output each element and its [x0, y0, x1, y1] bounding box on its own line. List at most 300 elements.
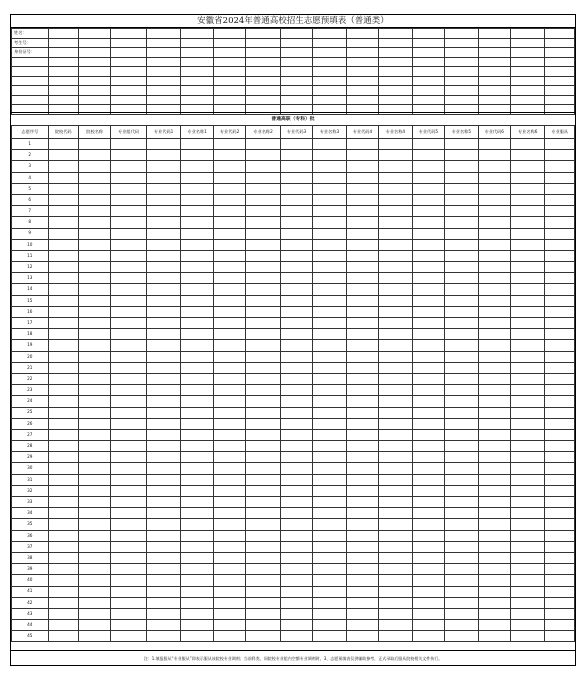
entry-cell[interactable] [346, 485, 378, 496]
entry-cell[interactable] [346, 608, 378, 619]
entry-cell[interactable] [78, 407, 110, 418]
entry-cell[interactable] [78, 239, 110, 250]
entry-cell[interactable] [445, 552, 478, 563]
entry-cell[interactable] [313, 597, 346, 608]
entry-cell[interactable] [379, 474, 412, 485]
entry-cell[interactable] [510, 552, 544, 563]
entry-cell[interactable] [111, 206, 147, 217]
entry-cell[interactable] [78, 586, 110, 597]
entry-cell[interactable] [313, 273, 346, 284]
entry-cell[interactable] [510, 564, 544, 575]
entry-cell[interactable] [412, 161, 444, 172]
entry-cell[interactable] [478, 362, 510, 373]
entry-cell[interactable] [478, 564, 510, 575]
info-cell[interactable] [510, 48, 544, 58]
entry-cell[interactable] [280, 441, 312, 452]
entry-cell[interactable] [313, 340, 346, 351]
entry-cell[interactable] [280, 407, 312, 418]
info-cell[interactable] [510, 76, 544, 86]
entry-cell[interactable] [412, 139, 444, 150]
entry-cell[interactable] [379, 139, 412, 150]
entry-cell[interactable] [445, 564, 478, 575]
entry-cell[interactable] [48, 586, 78, 597]
info-cell[interactable] [48, 95, 78, 105]
entry-cell[interactable] [445, 441, 478, 452]
info-cell[interactable] [146, 48, 180, 58]
entry-cell[interactable] [412, 508, 444, 519]
entry-cell[interactable] [545, 575, 575, 586]
entry-cell[interactable] [412, 385, 444, 396]
entry-cell[interactable] [510, 497, 544, 508]
info-cell[interactable] [412, 86, 444, 96]
entry-cell[interactable] [313, 586, 346, 597]
entry-cell[interactable] [146, 608, 180, 619]
entry-cell[interactable] [246, 295, 280, 306]
entry-cell[interactable] [78, 150, 110, 161]
entry-cell[interactable] [146, 631, 180, 642]
entry-cell[interactable] [246, 441, 280, 452]
entry-cell[interactable] [346, 429, 378, 440]
entry-cell[interactable] [111, 608, 147, 619]
entry-cell[interactable] [412, 340, 444, 351]
entry-cell[interactable] [146, 172, 180, 183]
info-cell[interactable] [78, 29, 110, 39]
entry-cell[interactable] [478, 385, 510, 396]
entry-cell[interactable] [48, 541, 78, 552]
entry-cell[interactable] [379, 485, 412, 496]
entry-cell[interactable] [146, 485, 180, 496]
entry-cell[interactable] [313, 552, 346, 563]
entry-cell[interactable] [181, 441, 213, 452]
entry-cell[interactable] [346, 284, 378, 295]
entry-cell[interactable] [213, 418, 245, 429]
entry-cell[interactable] [111, 385, 147, 396]
entry-cell[interactable] [412, 228, 444, 239]
entry-cell[interactable] [111, 474, 147, 485]
info-cell[interactable] [213, 95, 245, 105]
entry-cell[interactable] [146, 284, 180, 295]
entry-cell[interactable] [445, 418, 478, 429]
entry-cell[interactable] [280, 284, 312, 295]
entry-cell[interactable] [545, 340, 575, 351]
entry-cell[interactable] [346, 631, 378, 642]
entry-cell[interactable] [545, 552, 575, 563]
entry-cell[interactable] [78, 273, 110, 284]
entry-cell[interactable] [379, 452, 412, 463]
info-cell[interactable] [280, 29, 312, 39]
info-cell[interactable] [545, 38, 575, 48]
entry-cell[interactable] [379, 340, 412, 351]
entry-cell[interactable] [346, 541, 378, 552]
entry-cell[interactable] [48, 530, 78, 541]
entry-cell[interactable] [181, 161, 213, 172]
entry-cell[interactable] [545, 172, 575, 183]
entry-cell[interactable] [445, 329, 478, 340]
entry-cell[interactable] [510, 340, 544, 351]
entry-cell[interactable] [478, 586, 510, 597]
entry-cell[interactable] [445, 541, 478, 552]
entry-cell[interactable] [313, 396, 346, 407]
entry-cell[interactable] [78, 385, 110, 396]
entry-cell[interactable] [412, 262, 444, 273]
entry-cell[interactable] [78, 172, 110, 183]
entry-cell[interactable] [146, 463, 180, 474]
entry-cell[interactable] [346, 575, 378, 586]
entry-cell[interactable] [545, 194, 575, 205]
entry-cell[interactable] [379, 329, 412, 340]
entry-cell[interactable] [478, 485, 510, 496]
info-cell[interactable] [48, 48, 78, 58]
entry-cell[interactable] [246, 407, 280, 418]
info-cell[interactable] [445, 29, 478, 39]
entry-cell[interactable] [412, 295, 444, 306]
entry-cell[interactable] [346, 620, 378, 631]
entry-cell[interactable] [510, 597, 544, 608]
entry-cell[interactable] [48, 217, 78, 228]
info-cell[interactable] [346, 95, 378, 105]
entry-cell[interactable] [246, 318, 280, 329]
entry-cell[interactable] [478, 239, 510, 250]
entry-cell[interactable] [246, 463, 280, 474]
entry-cell[interactable] [146, 351, 180, 362]
entry-cell[interactable] [313, 429, 346, 440]
entry-cell[interactable] [246, 586, 280, 597]
entry-cell[interactable] [111, 183, 147, 194]
entry-cell[interactable] [246, 284, 280, 295]
entry-cell[interactable] [280, 194, 312, 205]
entry-cell[interactable] [478, 508, 510, 519]
entry-cell[interactable] [146, 340, 180, 351]
entry-cell[interactable] [313, 418, 346, 429]
entry-cell[interactable] [78, 373, 110, 384]
entry-cell[interactable] [510, 385, 544, 396]
entry-cell[interactable] [78, 329, 110, 340]
entry-cell[interactable] [280, 150, 312, 161]
entry-cell[interactable] [213, 273, 245, 284]
info-cell[interactable] [379, 57, 412, 67]
entry-cell[interactable] [510, 217, 544, 228]
info-cell[interactable] [246, 86, 280, 96]
entry-cell[interactable] [545, 463, 575, 474]
info-cell[interactable] [379, 95, 412, 105]
entry-cell[interactable] [280, 396, 312, 407]
info-cell[interactable] [213, 67, 245, 77]
entry-cell[interactable] [346, 172, 378, 183]
entry-cell[interactable] [379, 150, 412, 161]
entry-cell[interactable] [181, 519, 213, 530]
info-cell[interactable] [313, 57, 346, 67]
entry-cell[interactable] [181, 452, 213, 463]
entry-cell[interactable] [478, 206, 510, 217]
info-cell[interactable] [313, 38, 346, 48]
entry-cell[interactable] [48, 564, 78, 575]
info-cell[interactable] [412, 67, 444, 77]
entry-cell[interactable] [545, 541, 575, 552]
entry-cell[interactable] [412, 206, 444, 217]
entry-cell[interactable] [445, 172, 478, 183]
entry-cell[interactable] [313, 351, 346, 362]
entry-cell[interactable] [246, 608, 280, 619]
entry-cell[interactable] [445, 194, 478, 205]
entry-cell[interactable] [445, 284, 478, 295]
entry-cell[interactable] [78, 318, 110, 329]
entry-cell[interactable] [146, 262, 180, 273]
info-cell[interactable] [510, 29, 544, 39]
entry-cell[interactable] [78, 474, 110, 485]
entry-cell[interactable] [181, 329, 213, 340]
entry-cell[interactable] [478, 519, 510, 530]
entry-cell[interactable] [379, 508, 412, 519]
entry-cell[interactable] [510, 373, 544, 384]
info-cell[interactable] [12, 95, 49, 105]
entry-cell[interactable] [346, 519, 378, 530]
entry-cell[interactable] [111, 597, 147, 608]
entry-cell[interactable] [478, 463, 510, 474]
info-cell[interactable] [78, 48, 110, 58]
entry-cell[interactable] [346, 273, 378, 284]
info-cell[interactable] [545, 95, 575, 105]
info-cell[interactable] [478, 38, 510, 48]
entry-cell[interactable] [48, 418, 78, 429]
entry-cell[interactable] [246, 373, 280, 384]
entry-cell[interactable] [412, 306, 444, 317]
entry-cell[interactable] [313, 407, 346, 418]
entry-cell[interactable] [445, 497, 478, 508]
entry-cell[interactable] [48, 172, 78, 183]
entry-cell[interactable] [78, 396, 110, 407]
info-cell[interactable] [48, 29, 78, 39]
entry-cell[interactable] [280, 541, 312, 552]
entry-cell[interactable] [78, 485, 110, 496]
entry-cell[interactable] [280, 418, 312, 429]
entry-cell[interactable] [111, 508, 147, 519]
info-cell[interactable] [478, 67, 510, 77]
entry-cell[interactable] [510, 452, 544, 463]
info-cell[interactable] [280, 48, 312, 58]
entry-cell[interactable] [181, 250, 213, 261]
entry-cell[interactable] [510, 429, 544, 440]
entry-cell[interactable] [48, 519, 78, 530]
entry-cell[interactable] [280, 273, 312, 284]
info-cell[interactable] [510, 57, 544, 67]
entry-cell[interactable] [48, 552, 78, 563]
entry-cell[interactable] [445, 318, 478, 329]
entry-cell[interactable] [545, 407, 575, 418]
entry-cell[interactable] [445, 250, 478, 261]
info-cell[interactable] [213, 57, 245, 67]
info-cell[interactable] [346, 76, 378, 86]
entry-cell[interactable] [111, 362, 147, 373]
entry-cell[interactable] [181, 586, 213, 597]
entry-cell[interactable] [510, 519, 544, 530]
entry-cell[interactable] [280, 552, 312, 563]
info-cell[interactable] [213, 48, 245, 58]
entry-cell[interactable] [379, 183, 412, 194]
entry-cell[interactable] [313, 172, 346, 183]
info-cell[interactable] [48, 67, 78, 77]
entry-cell[interactable] [379, 530, 412, 541]
entry-cell[interactable] [379, 552, 412, 563]
info-cell[interactable] [445, 95, 478, 105]
entry-cell[interactable] [146, 497, 180, 508]
info-cell[interactable] [412, 29, 444, 39]
entry-cell[interactable] [280, 228, 312, 239]
entry-cell[interactable] [412, 620, 444, 631]
entry-cell[interactable] [545, 217, 575, 228]
info-cell[interactable] [213, 29, 245, 39]
entry-cell[interactable] [111, 273, 147, 284]
entry-cell[interactable] [78, 552, 110, 563]
entry-cell[interactable] [78, 340, 110, 351]
entry-cell[interactable] [445, 239, 478, 250]
info-cell[interactable] [246, 57, 280, 67]
entry-cell[interactable] [445, 306, 478, 317]
entry-cell[interactable] [510, 351, 544, 362]
entry-cell[interactable] [213, 407, 245, 418]
entry-cell[interactable] [111, 161, 147, 172]
entry-cell[interactable] [111, 497, 147, 508]
entry-cell[interactable] [48, 228, 78, 239]
info-cell[interactable] [478, 29, 510, 39]
entry-cell[interactable] [181, 463, 213, 474]
entry-cell[interactable] [478, 172, 510, 183]
entry-cell[interactable] [510, 139, 544, 150]
entry-cell[interactable] [181, 362, 213, 373]
entry-cell[interactable] [78, 306, 110, 317]
entry-cell[interactable] [445, 206, 478, 217]
entry-cell[interactable] [181, 429, 213, 440]
entry-cell[interactable] [346, 161, 378, 172]
info-cell[interactable] [280, 67, 312, 77]
entry-cell[interactable] [445, 217, 478, 228]
info-cell[interactable] [111, 67, 147, 77]
entry-cell[interactable] [280, 530, 312, 541]
info-cell[interactable] [510, 95, 544, 105]
entry-cell[interactable] [545, 161, 575, 172]
info-cell[interactable] [213, 76, 245, 86]
entry-cell[interactable] [146, 620, 180, 631]
entry-cell[interactable] [313, 250, 346, 261]
entry-cell[interactable] [146, 586, 180, 597]
entry-cell[interactable] [478, 452, 510, 463]
entry-cell[interactable] [146, 541, 180, 552]
entry-cell[interactable] [181, 340, 213, 351]
info-cell[interactable] [213, 86, 245, 96]
entry-cell[interactable] [445, 351, 478, 362]
info-cell[interactable] [445, 48, 478, 58]
entry-cell[interactable] [412, 273, 444, 284]
entry-cell[interactable] [111, 575, 147, 586]
entry-cell[interactable] [545, 273, 575, 284]
entry-cell[interactable] [111, 631, 147, 642]
entry-cell[interactable] [379, 407, 412, 418]
entry-cell[interactable] [346, 194, 378, 205]
entry-cell[interactable] [246, 452, 280, 463]
info-cell[interactable] [545, 48, 575, 58]
entry-cell[interactable] [545, 284, 575, 295]
entry-cell[interactable] [379, 418, 412, 429]
entry-cell[interactable] [379, 429, 412, 440]
entry-cell[interactable] [280, 429, 312, 440]
entry-cell[interactable] [48, 429, 78, 440]
info-cell[interactable] [111, 86, 147, 96]
entry-cell[interactable] [181, 284, 213, 295]
entry-cell[interactable] [48, 351, 78, 362]
entry-cell[interactable] [280, 295, 312, 306]
entry-cell[interactable] [346, 463, 378, 474]
entry-cell[interactable] [181, 407, 213, 418]
entry-cell[interactable] [510, 206, 544, 217]
entry-cell[interactable] [346, 497, 378, 508]
entry-cell[interactable] [280, 620, 312, 631]
entry-cell[interactable] [111, 172, 147, 183]
entry-cell[interactable] [510, 485, 544, 496]
entry-cell[interactable] [412, 541, 444, 552]
entry-cell[interactable] [213, 575, 245, 586]
entry-cell[interactable] [111, 329, 147, 340]
entry-cell[interactable] [379, 463, 412, 474]
info-cell[interactable] [545, 67, 575, 77]
info-cell[interactable] [445, 76, 478, 86]
entry-cell[interactable] [48, 262, 78, 273]
info-cell[interactable] [246, 48, 280, 58]
entry-cell[interactable] [111, 552, 147, 563]
entry-cell[interactable] [412, 497, 444, 508]
entry-cell[interactable] [48, 474, 78, 485]
entry-cell[interactable] [48, 250, 78, 261]
entry-cell[interactable] [213, 217, 245, 228]
entry-cell[interactable] [78, 631, 110, 642]
info-cell[interactable] [379, 48, 412, 58]
info-cell[interactable] [510, 38, 544, 48]
entry-cell[interactable] [313, 194, 346, 205]
info-cell[interactable] [12, 86, 49, 96]
entry-cell[interactable] [78, 217, 110, 228]
entry-cell[interactable] [246, 329, 280, 340]
info-cell[interactable] [146, 67, 180, 77]
entry-cell[interactable] [412, 586, 444, 597]
entry-cell[interactable] [213, 586, 245, 597]
entry-cell[interactable] [246, 474, 280, 485]
entry-cell[interactable] [111, 407, 147, 418]
entry-cell[interactable] [313, 441, 346, 452]
info-cell[interactable] [379, 86, 412, 96]
entry-cell[interactable] [246, 530, 280, 541]
entry-cell[interactable] [545, 620, 575, 631]
entry-cell[interactable] [111, 564, 147, 575]
entry-cell[interactable] [146, 217, 180, 228]
entry-cell[interactable] [510, 362, 544, 373]
info-cell[interactable] [78, 95, 110, 105]
info-cell[interactable] [346, 29, 378, 39]
entry-cell[interactable] [213, 295, 245, 306]
entry-cell[interactable] [48, 329, 78, 340]
entry-cell[interactable] [412, 351, 444, 362]
entry-cell[interactable] [78, 519, 110, 530]
info-cell[interactable] [78, 57, 110, 67]
entry-cell[interactable] [78, 250, 110, 261]
entry-cell[interactable] [78, 463, 110, 474]
entry-cell[interactable] [313, 620, 346, 631]
info-cell[interactable] [412, 95, 444, 105]
entry-cell[interactable] [111, 485, 147, 496]
info-cell[interactable] [510, 67, 544, 77]
entry-cell[interactable] [78, 508, 110, 519]
entry-cell[interactable] [213, 362, 245, 373]
entry-cell[interactable] [510, 620, 544, 631]
entry-cell[interactable] [280, 373, 312, 384]
entry-cell[interactable] [111, 541, 147, 552]
